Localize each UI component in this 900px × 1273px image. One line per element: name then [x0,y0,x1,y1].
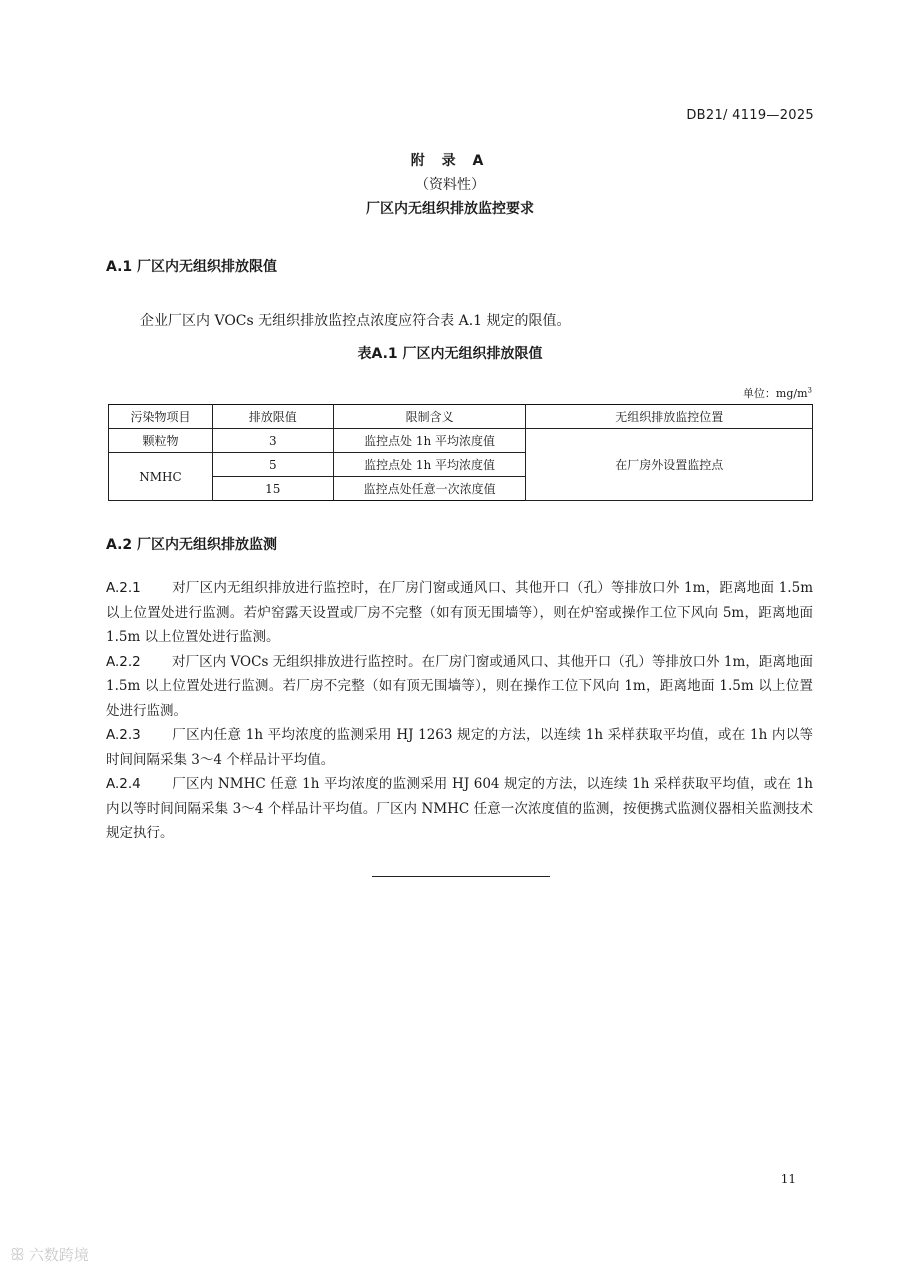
cell-location: 在厂房外设置监控点 [526,429,813,501]
appendix-title: 厂区内无组织排放监控要求 [366,201,534,217]
limits-table [108,404,813,501]
section-a1-heading: A.1 厂区内无组织排放限值 [106,259,278,275]
clause-list [106,576,813,846]
cell-pollutant: 颗粒物 [109,429,213,453]
clause-number: A.2.1 [106,580,141,596]
section-a2-heading: A.2 厂区内无组织排放监测 [106,537,278,553]
cell-limit: 5 [212,453,333,477]
clause-a-2-2 [106,650,813,724]
appendix-number: 附 录 A [410,153,490,169]
cell-meaning: 监控点处 1h 平均浓度值 [333,429,526,453]
table-header-row [109,405,813,429]
unit-text: 单位：mg/m [742,387,808,400]
cell-meaning: 监控点处 1h 平均浓度值 [333,453,526,477]
header-pollutant: 污染物项目 [109,405,213,429]
end-divider [372,876,550,877]
clause-a-2-3 [106,723,813,772]
clause-a-2-1 [106,576,813,650]
table-unit [743,385,812,401]
header-limit: 排放限值 [212,405,333,429]
clause-number: A.2.3 [106,727,141,743]
standard-code: DB21/ 4119—2025 [686,108,814,123]
cell-limit: 3 [212,429,333,453]
clause-text: 对厂区内无组织排放进行监控时，在厂房门窗或通风口、其他开口（孔）等排放口外 1m，距离地面 1.5m 以上位置处进行监测。若炉窑露天设置或厂房不完整（如有顶无围墙等），则在炉窑或操作工位下风向 5m，距离地面 1.5m 以上位置处进行监测。 [106,580,813,645]
page-number: 11 [780,1172,796,1186]
clause-a-2-4 [106,772,813,846]
clause-text: 对厂区内 VOCs 无组织排放进行监控时。在厂房门窗或通风口、其他开口（孔）等排放口外 1m，距离地面 1.5m 以上位置处进行监测。若厂房不完整（如有顶无围墙等），则在操作工位下风向 1m，距离地面 1.5m 以上位置处进行监测。 [106,653,813,719]
clause-text: 厂区内任意 1h 平均浓度的监测采用 HJ 1263 规定的方法，以连续 1h 采样获取平均值，或在 1h 内以等时间间隔采集 3～4 个样品计平均值。 [106,727,813,768]
clause-number: A.2.4 [106,776,141,792]
cell-pollutant: NMHC [109,453,213,501]
chat-bubble-icon: ꕥ [10,1244,25,1264]
clause-text: 厂区内 NMHC 任意 1h 平均浓度的监测采用 HJ 604 规定的方法，以连续 1h 采样获取平均值，或在 1h 内以等时间间隔采集 3～4 个样品计平均值。厂区内 NMHC 任意一次浓度值的监测，按便携式监测仪器相关监测技术规定执行。 [106,776,813,841]
header-meaning: 限制含义 [333,405,526,429]
clause-number: A.2.2 [106,653,141,670]
appendix-type: （资料性） [415,177,485,193]
cell-meaning: 监控点处任意一次浓度值 [333,477,526,501]
cell-limit: 15 [212,477,333,501]
table-title: 表A.1 厂区内无组织排放限值 [357,346,543,362]
watermark-text: 六数跨境 [28,1246,89,1264]
header-location: 无组织排放监控位置 [526,405,813,429]
watermark [10,1244,89,1265]
unit-superscript: 3 [807,386,812,395]
section-a1-intro: 企业厂区内 VOCs 无组织排放监控点浓度应符合表 A.1 规定的限值。 [140,313,571,329]
table-row [109,429,813,453]
